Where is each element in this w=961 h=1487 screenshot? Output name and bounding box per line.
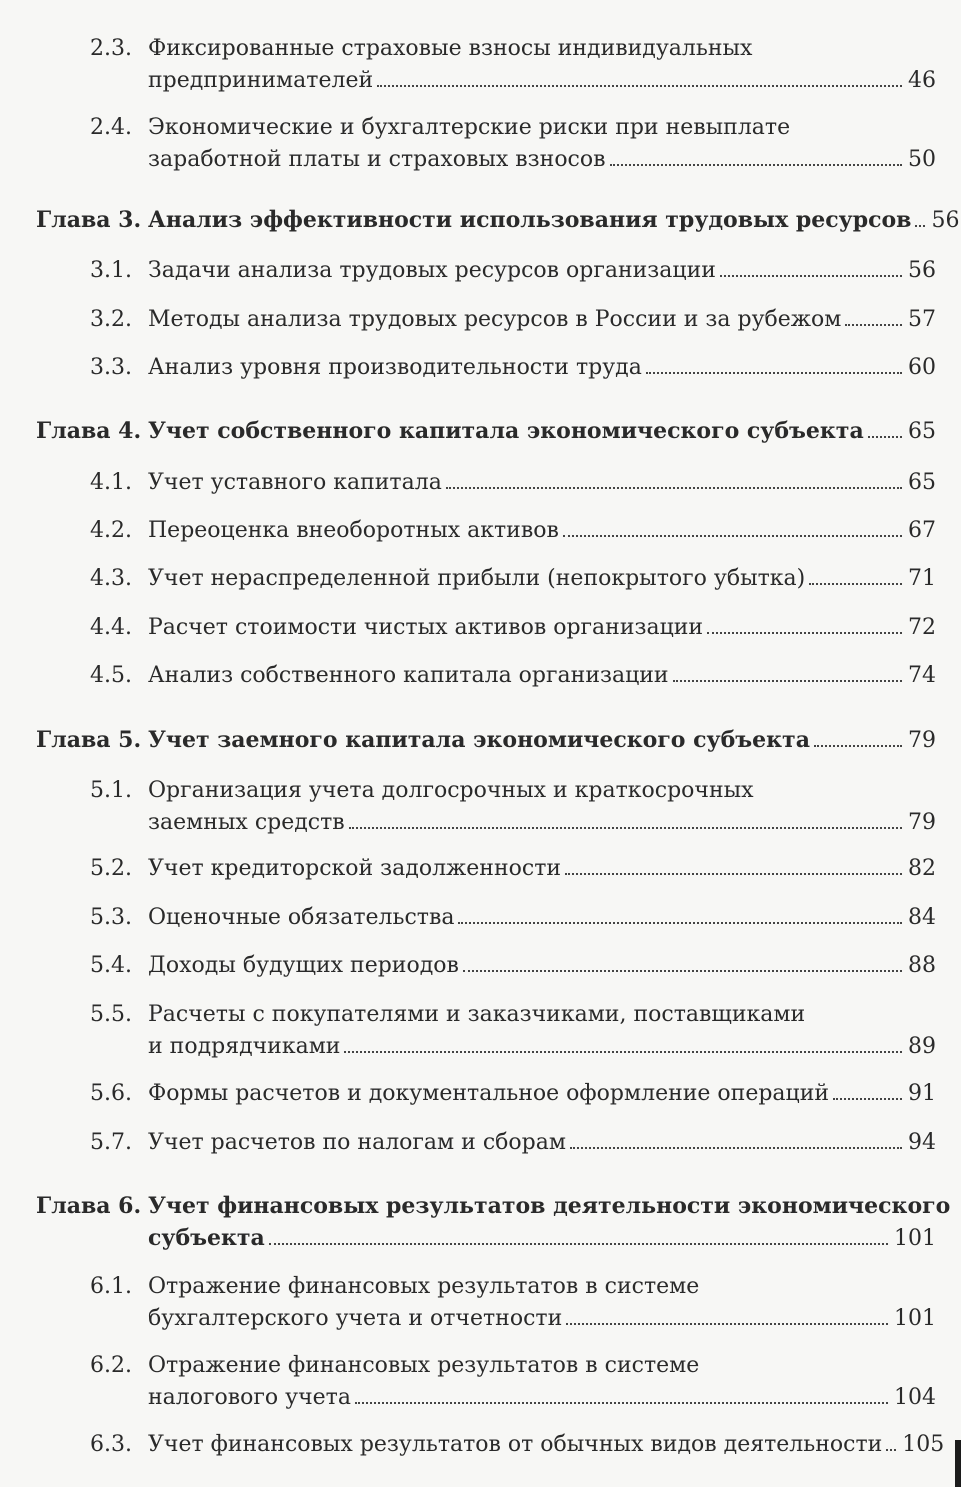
entry-number: 5.5.: [90, 1002, 132, 1027]
entry-title-line: Анализ уровня производительности труда: [148, 355, 642, 380]
dot-leader: [344, 1051, 902, 1053]
page-number: 46: [908, 68, 936, 93]
entry-number: 4.1.: [90, 470, 132, 495]
page-number: 57: [908, 307, 936, 332]
page-number: 72: [908, 615, 936, 640]
entry-title-line: Методы анализа трудовых ресурсов в России и за рубежом: [148, 307, 842, 332]
entry-number: 3.1.: [90, 258, 132, 283]
entry-number: 4.3.: [90, 566, 132, 591]
entry-number: 4.2.: [90, 518, 132, 543]
entry-number: 2.4.: [90, 115, 132, 140]
entry-number: 4.5.: [90, 663, 132, 688]
dot-leader: [845, 324, 902, 326]
page-number: 88: [908, 953, 936, 978]
dot-leader: [570, 1147, 902, 1149]
page-number: 101: [894, 1226, 936, 1251]
entry-number: 6.3.: [90, 1432, 132, 1457]
entry-title-line: Расчеты с покупателями и заказчиками, поставщиками: [148, 1002, 806, 1027]
page-number: 60: [908, 355, 936, 380]
entry-number: 5.7.: [90, 1130, 132, 1155]
entry-title-line: налогового учета: [148, 1385, 351, 1410]
dot-leader: [563, 535, 902, 537]
entry-number: 3.3.: [90, 355, 132, 380]
chapter-title: Анализ эффективности использования трудовых ресурсов: [148, 207, 912, 233]
dot-leader: [833, 1098, 902, 1100]
dot-leader: [566, 1323, 888, 1325]
page-number: 67: [908, 518, 936, 543]
entry-number: 5.3.: [90, 905, 132, 930]
page-number: 104: [894, 1385, 936, 1410]
entry-title-line: Учет расчетов по налогам и сборам: [148, 1130, 566, 1155]
entry-title-line: Доходы будущих периодов: [148, 953, 459, 978]
page-number: 94: [908, 1130, 936, 1155]
entry-number: 5.4.: [90, 953, 132, 978]
page-number: 89: [908, 1034, 936, 1059]
dot-leader: [463, 970, 902, 972]
entry-title-line: Учет уставного капитала: [148, 470, 442, 495]
page-number: 84: [908, 905, 936, 930]
entry-title-line: Учет кредиторской задолженности: [148, 856, 562, 881]
entry-title-line: Расчет стоимости чистых активов организации: [148, 615, 704, 640]
dot-leader: [809, 583, 902, 585]
chapter-number: Глава 6.: [36, 1193, 142, 1219]
dot-leader: [814, 745, 902, 747]
dot-leader: [269, 1243, 888, 1245]
entry-title-line: Переоценка внеоборотных активов: [148, 518, 559, 543]
entry-number: 2.3.: [90, 36, 132, 61]
entry-title-line: Задачи анализа трудовых ресурсов организации: [148, 258, 716, 283]
entry-title-line: заработной платы и страховых взносов: [148, 147, 606, 172]
page-number: 65: [908, 470, 936, 495]
page-number: 91: [908, 1081, 936, 1106]
dot-leader: [377, 85, 902, 87]
page-number: 82: [908, 856, 936, 881]
dot-leader: [673, 680, 902, 682]
entry-title-line: Фиксированные страховые взносы индивидуальных: [148, 36, 753, 61]
page-number: 101: [894, 1306, 936, 1331]
entry-title-line: Учет нераспределенной прибыли (непокрытого убытка): [148, 566, 806, 591]
page-number: 65: [908, 419, 936, 444]
page-edge-mark: [955, 1440, 961, 1487]
entry-number: 3.2.: [90, 307, 132, 332]
dot-leader: [458, 922, 902, 924]
entry-number: 5.6.: [90, 1081, 132, 1106]
chapter-title: Учет финансовых результатов деятельности экономического: [148, 1193, 951, 1219]
page-number: 79: [908, 728, 936, 753]
page-number: 56: [908, 258, 936, 283]
entry-title-line: Отражение финансовых результатов в системе: [148, 1274, 700, 1299]
chapter-title: Учет заемного капитала экономического субъекта: [148, 727, 810, 753]
dot-leader: [349, 827, 902, 829]
dot-leader: [886, 1449, 896, 1451]
entry-title-line: бухгалтерского учета и отчетности: [148, 1306, 563, 1331]
chapter-number: Глава 5.: [36, 727, 142, 753]
dot-leader: [446, 487, 902, 489]
chapter-number: Глава 4.: [36, 418, 142, 444]
entry-title-line: предпринимателей: [148, 68, 374, 93]
entry-number: 6.1.: [90, 1274, 132, 1299]
dot-leader: [915, 225, 925, 227]
entry-title-line: Формы расчетов и документальное оформление операций: [148, 1081, 830, 1106]
entry-number: 6.2.: [90, 1353, 132, 1378]
chapter-title: Учет собственного капитала экономического субъекта: [148, 418, 864, 444]
entry-title-line: Учет финансовых результатов от обычных видов деятельности: [148, 1432, 883, 1457]
entry-title-line: заемных средств: [148, 810, 345, 835]
entry-title-line: Оценочные обязательства: [148, 905, 455, 930]
entry-number: 4.4.: [90, 615, 132, 640]
entry-number: 5.2.: [90, 856, 132, 881]
entry-title-line: Экономические и бухгалтерские риски при невыплате: [148, 115, 791, 140]
page-number: 105: [902, 1432, 945, 1457]
dot-leader: [565, 873, 902, 875]
dot-leader: [610, 164, 902, 166]
dot-leader: [720, 275, 902, 277]
dot-leader: [868, 436, 902, 438]
dot-leader: [646, 372, 902, 374]
page-number: 74: [908, 663, 936, 688]
page-number: 79: [908, 810, 936, 835]
entry-number: 5.1.: [90, 778, 132, 803]
dot-leader: [707, 632, 902, 634]
entry-title-line: Организация учета долгосрочных и краткосрочных: [148, 778, 754, 803]
page-number: 50: [908, 147, 936, 172]
page-number: 71: [908, 566, 936, 591]
entry-title-line: Анализ собственного капитала организации: [148, 663, 669, 688]
page-number: 56: [931, 208, 960, 233]
chapter-number: Глава 3.: [36, 207, 142, 233]
chapter-title: субъекта: [148, 1225, 265, 1251]
entry-title-line: Отражение финансовых результатов в системе: [148, 1353, 700, 1378]
dot-leader: [355, 1402, 888, 1404]
entry-title-line: и подрядчиками: [148, 1034, 341, 1059]
